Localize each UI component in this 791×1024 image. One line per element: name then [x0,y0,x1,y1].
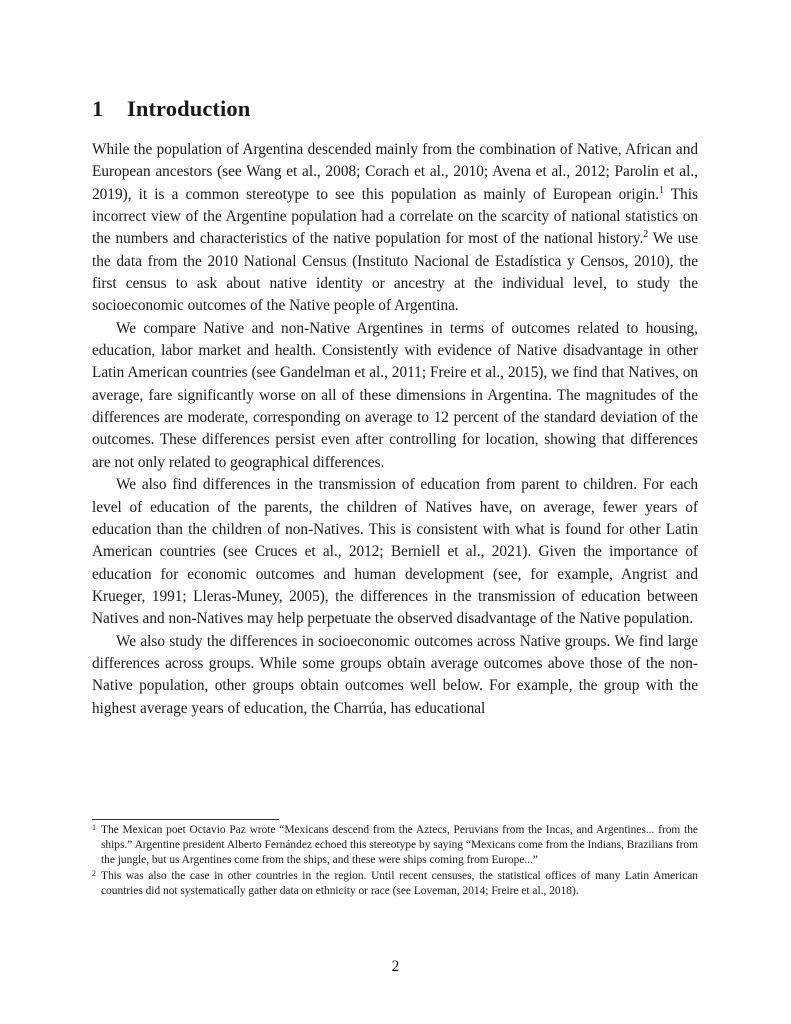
section-title: Introduction [127,96,251,121]
paragraph-text: We compare Native and non-Native Argentines in terms of outcomes related to housing, education, labor market and health. Consistently with evidence of Native disadvantage in other Latin American countries (see Gandelman et al., 2011; Freire et al., 2015), we find that Natives, on average, fare significantly worse on all of these dimensions in Argentina. The magnitudes of the differences are moderate, corresponding on average to 12 percent of the standard deviation of the outcomes. These differences persist even after controlling for location, showing that differences are not only related to geographical differences. [92,319,698,471]
footnote-reference[interactable]: 2 [643,229,649,241]
footnotes [92,823,698,899]
footnote-mark: 1 [92,823,96,832]
footnote-mark: 2 [92,868,96,878]
footnote-divider [92,819,279,820]
section-heading [92,94,250,124]
body-text [92,139,698,720]
footnote [92,823,698,869]
footnote-text: The Mexican poet Octavio Paz wrote “Mexicans descend from the Aztecs, Peruvians from the Incas, and Argentines... from the ships.” Argentine president Alberto Fernández echoed this stereotype by saying “Mexicans come from the Indians, Brazilians from the jungle, but us Argentines come from the ships, and these were ships coming from Europe...” [101,824,698,867]
paragraph-text: We also study the differences in socioeconomic outcomes across Native groups. We find large differences across groups. While some groups obtain average outcomes above those of the non-Native population, other groups obtain outcomes well below. For example, the group with the highest average years of education, the Charrúa, has educational [92,632,698,717]
footnote [92,869,698,899]
body-paragraph [92,474,698,630]
paragraph-text: This incorrect view of the Argentine population had a correlate on the scarcity of national statistics on the numbers and characteristics of the native population for most of the national history. [92,185,699,248]
section-number: 1 [92,96,104,121]
page-number: 2 [391,958,400,975]
paragraph-text: While the population of Argentina descended mainly from the combination of Native, African and European ancestors (see Wang et al., 2008; Corach et al., 2010; Avena et al., 2012; Parolin et al., 2019), it is a common stereotype to see this population as mainly of European origin. [92,141,698,203]
footnote-text: This was also the case in other countries in the region. Until recent censuses, the statistical offices of many Latin American countries did not systematically gather data on ethnicity or race (see Loveman, 2014; Freire et al., 2018). [101,869,698,897]
body-paragraph [92,318,698,474]
footnote-reference[interactable]: 1 [658,184,664,196]
body-paragraph [92,139,698,318]
body-paragraph [92,631,698,720]
paragraph-text: We also find differences in the transmission of education from parent to children. For each level of education of the parents, the children of Natives have, on average, fewer years of education than the children of non-Natives. This is consistent with what is found for other Latin American countries (see Cruces et al., 2012; Berniell et al., 2021). Given the importance of education for economic outcomes and human development (see, for example, Angrist and Krueger, 1991; Lleras-Muney, 2005), the differences in the transmission of education between Natives and non-Natives may help perpetuate the observed disadvantage of the Native population. [92,476,698,628]
paragraph-text: We use the data from the 2010 National Census (Instituto Nacional de Estadística y Censos, 2010), the first census to ask about native identity or ancestry at the individual level, to study the socioeconomic outcomes of the Native people of Argentina. [92,230,699,315]
